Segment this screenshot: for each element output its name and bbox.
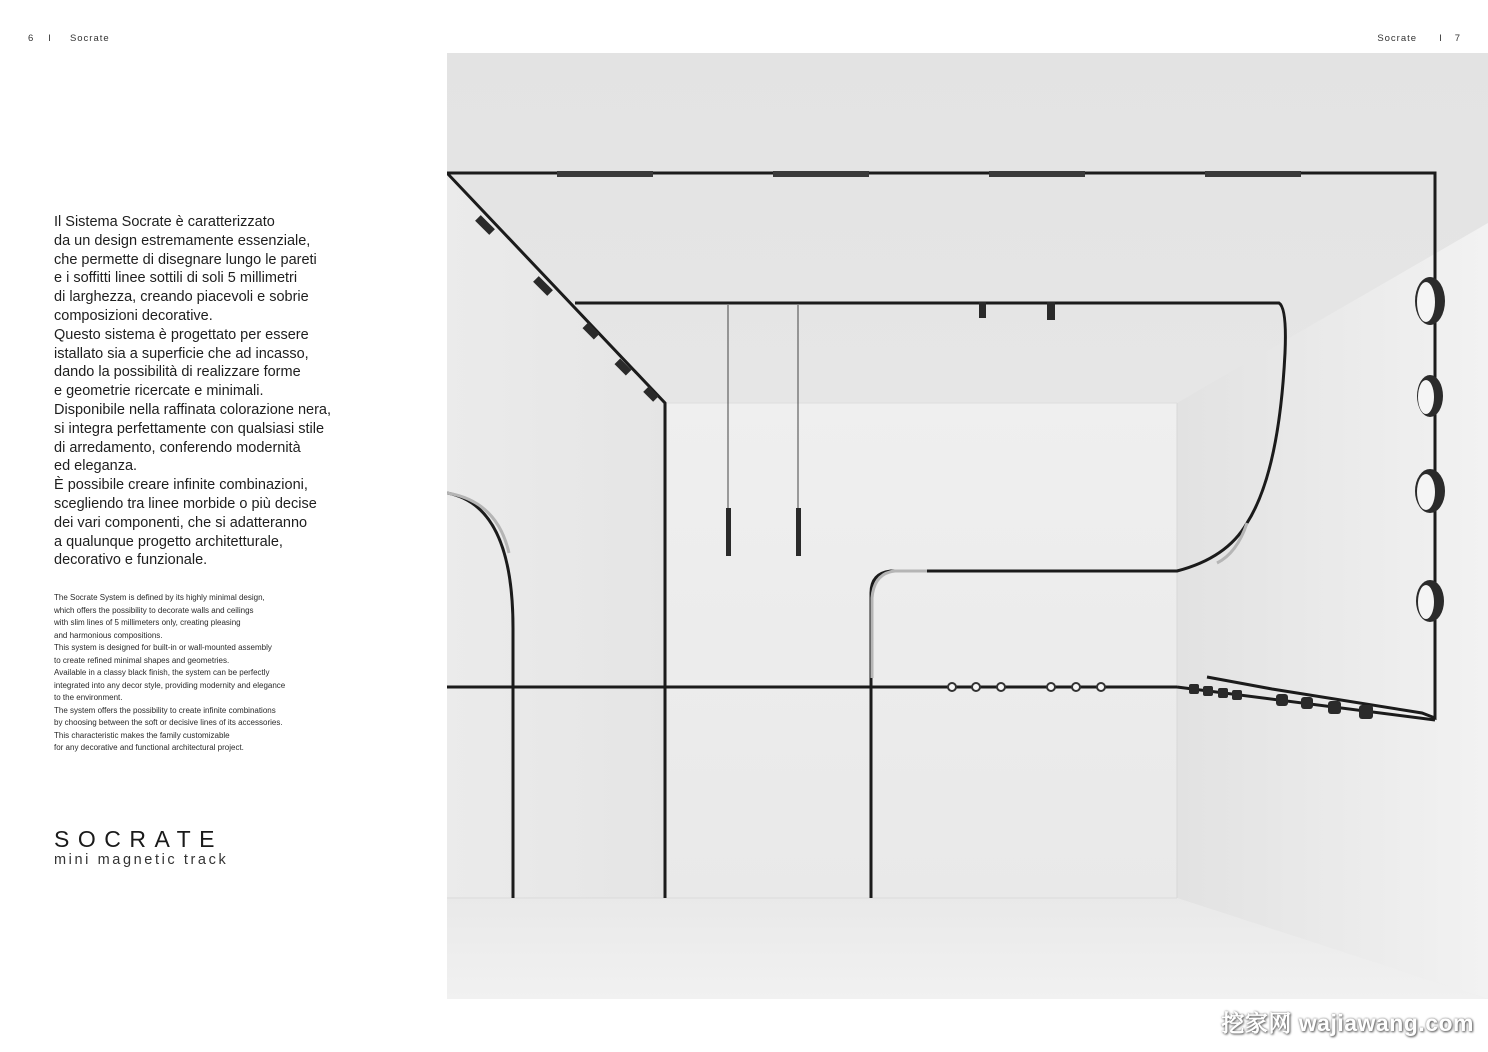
english-line: This system is designed for built-in or wall-mounted assembly: [54, 643, 272, 652]
english-line: to create refined minimal shapes and geometries.: [54, 655, 230, 665]
english-line: The system offers the possibility to create infinite combinations: [54, 705, 276, 715]
header-title-left: Socrate: [69, 33, 110, 44]
english-line: Available in a classy black finish, the system can be perfectly: [54, 668, 270, 677]
back-wall: [667, 403, 1177, 898]
page-number-left: 6: [28, 33, 35, 44]
italian-line: composizioni decorative.: [54, 307, 213, 324]
brand-title: SOCRATE: [54, 826, 223, 852]
watermark: 挖家网 wajiawang.com: [1221, 1010, 1474, 1036]
page-number-right: 7: [1454, 33, 1461, 44]
italian-line: di larghezza, creando piacevoli e sobrie: [54, 289, 309, 306]
italian-line: scegliendo tra linee morbide o più decise: [54, 495, 317, 512]
header-right: [1377, 33, 1461, 44]
english-line: with slim lines of 5 millimeters only, creating pleasing: [54, 618, 241, 627]
italian-line: ed eleganza.: [54, 458, 138, 475]
english-description: [54, 592, 354, 755]
english-line: by choosing between the soft or decisive lines of its accessories.: [54, 718, 283, 727]
header-left: [28, 33, 110, 44]
header-title-right: Socrate: [1377, 33, 1418, 44]
italian-line: a qualunque progetto architetturale,: [54, 533, 283, 550]
english-line: to the environment.: [54, 693, 123, 702]
header-separator-right: I: [1439, 33, 1443, 44]
italian-line: da un design estremamente essenziale,: [54, 232, 311, 249]
italian-line: e i soffitti linee sottili di soli 5 millimetri: [54, 270, 298, 287]
italian-line: di arredamento, conferendo modernità: [54, 439, 301, 456]
italian-line: Il Sistema Socrate è caratterizzato: [54, 214, 275, 230]
english-line: which offers the possibility to decorate walls and ceilings: [54, 605, 254, 615]
english-line: integrated into any decor style, providing modernity and elegance: [54, 680, 286, 690]
english-line: and harmonious compositions.: [54, 630, 163, 640]
italian-line: dei vari componenti, che si adatteranno: [54, 514, 308, 531]
english-line: for any decorative and functional architectural project.: [54, 743, 244, 752]
italian-line: Questo sistema è progettato per essere: [54, 326, 309, 343]
italian-line: e geometrie ricercate e minimali.: [54, 383, 264, 400]
english-line: This characteristic makes the family customizable: [54, 730, 230, 740]
room-photo: [447, 53, 1488, 999]
italian-line: Disponibile nella raffinata colorazione nera,: [54, 401, 332, 418]
brand-subtitle: mini magnetic track: [54, 852, 229, 868]
italian-line: decorativo e funzionale.: [54, 552, 208, 569]
italian-line: È possibile creare infinite combinazioni,: [54, 477, 308, 494]
italian-line: dando la possibilità di realizzare forme: [54, 364, 301, 381]
brand-block: [54, 826, 228, 868]
italian-line: istallato sia a superficie che ad incasso,: [54, 345, 309, 362]
left-wall-lower: [447, 403, 667, 898]
italian-line: si integra perfettamente con qualsiasi stile: [54, 420, 325, 437]
italian-line: che permette di disegnare lungo le pareti: [54, 251, 317, 268]
italian-description: [54, 213, 394, 570]
header-separator-left: I: [48, 33, 52, 44]
english-line: The Socrate System is defined by its highly minimal design,: [54, 593, 265, 602]
